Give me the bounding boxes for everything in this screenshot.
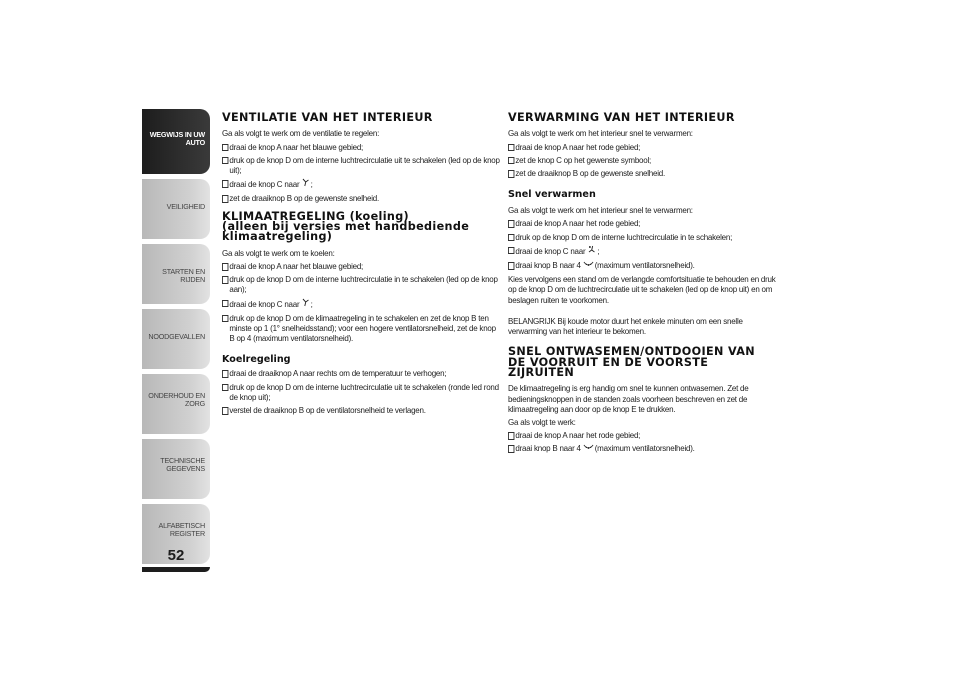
tab-noodgevallen[interactable]: [142, 309, 210, 369]
step-item: draai de knop A naar het blauwe gebied;: [222, 142, 503, 152]
fan-max-icon: [584, 261, 594, 271]
step-item: verstel de draaiknop B op de ventilatorsnelheid te verlagen.: [222, 405, 503, 415]
step-item: zet de draaiknop B op de gewenste snelheid.: [222, 193, 503, 203]
checkbox-bullet-icon: [508, 432, 514, 440]
step-item: druk op de knop D om de interne luchtrecirculatie in te schakelen (led op de knop aan);: [222, 274, 503, 294]
step-item: druk op de knop D om de interne luchtrecirculatie in te schakelen;: [508, 232, 789, 242]
tab-label: ALFABETISCH REGISTER: [158, 521, 205, 538]
step-item: zet de draaiknop B op de gewenste snelheid.: [508, 168, 789, 178]
step-item: draai de knop C naar ;: [222, 298, 503, 310]
step-item: druk op de knop D om de interne luchtrecirculatie uit te schakelen (led op de knop uit);: [222, 155, 503, 175]
checkbox-bullet-icon: [508, 220, 514, 228]
checkbox-bullet-icon: [508, 262, 514, 270]
left-column: [222, 111, 500, 416]
tab-technische-gegevens[interactable]: [142, 439, 210, 499]
step-item: draai de knop C naar ;: [508, 245, 789, 257]
step-item: draai de knop A naar het rode gebied;: [508, 430, 789, 440]
checkbox-bullet-icon: [222, 157, 228, 165]
checkbox-bullet-icon: [508, 170, 514, 178]
checkbox-bullet-icon: [222, 180, 228, 188]
subsection-title-snel-verwarmen: Snel verwarmen: [508, 189, 596, 201]
step-item: draai knop B naar 4 (maximum ventilatorsnelheid).: [508, 260, 789, 271]
tab-label: WEGWIJS IN UW AUTO: [149, 130, 205, 147]
paragraph: Ga als volgt te werk om de ventilatie te regelen:: [222, 128, 380, 139]
sidebar-foot: [142, 567, 210, 572]
paragraph: Ga als volgt te werk om het interieur snel te verwarmen:: [508, 205, 693, 216]
tab-starten-en-rijden[interactable]: [142, 244, 210, 304]
step-item: draai knop B naar 4 (maximum ventilatorsnelheid).: [508, 443, 789, 454]
subsection-title-koelregeling: Koelregeling: [222, 354, 291, 366]
chapter-sidebar: [142, 109, 210, 572]
checkbox-bullet-icon: [222, 276, 228, 284]
section-title-ventilatie: VENTILATIE VAN HET INTERIEUR: [222, 111, 433, 124]
checkbox-bullet-icon: [222, 370, 228, 378]
step-item: draai de knop A naar het blauwe gebied;: [222, 261, 503, 271]
step-item: druk op de knop D om de interne luchtrecirculatie uit te schakelen (ronde led rond de knop uit);: [222, 382, 503, 402]
paragraph: Ga als volgt te werk om te koelen:: [222, 247, 335, 258]
vent-feet-icon: [588, 245, 596, 257]
checkbox-bullet-icon: [222, 384, 228, 392]
step-item: druk op de knop D om de klimaatregeling in te schakelen en zet de knop B ten minste op 1 (1° snelheidsstand); voor een hogere ventilatorsnelheid, zet de knop B op 4 (maximum ventilatorsnelheid).: [222, 313, 503, 344]
checkbox-bullet-icon: [222, 300, 228, 308]
step-item: draai de draaiknop A naar rechts om de temperatuur te verhogen;: [222, 368, 503, 378]
paragraph: Ga als volgt te werk om het interieur snel te verwarmen:: [508, 128, 693, 139]
tab-label: ONDERHOUD EN ZORG: [148, 391, 205, 408]
tab-label: VEILIGHEID: [166, 202, 205, 211]
paragraph: De klimaatregeling is erg handig om snel te kunnen ontwasemen. Zet de bedieningsknoppen in de standen zoals voorheen beschreven en zet de klimaatregeling aan door op de knop E te drukken.: [508, 383, 749, 414]
checkbox-bullet-icon: [508, 234, 514, 242]
section-title-ontwasemen: SNEL ONTWASEMEN/ONTDOOIEN VAN DE VOORRUIT EN DE VOORSTE ZIJRUITEN: [508, 345, 755, 380]
checkbox-bullet-icon: [222, 315, 228, 323]
step-item: draai de knop C naar ;: [222, 178, 503, 190]
vent-face-icon: [302, 298, 309, 310]
step-item: draai de knop A naar het rode gebied;: [508, 142, 789, 152]
checkbox-bullet-icon: [222, 195, 228, 203]
tab-onderhoud-en-zorg[interactable]: [142, 374, 210, 434]
tab-label: NOODGEVALLEN: [148, 332, 205, 341]
checkbox-bullet-icon: [508, 144, 514, 152]
paragraph: Ga als volgt te werk:: [508, 417, 576, 428]
checkbox-bullet-icon: [222, 144, 228, 152]
page-number: 52: [167, 547, 185, 564]
fan-max-icon: [584, 444, 594, 454]
tab-label: STARTEN EN RIJDEN: [162, 267, 205, 284]
checkbox-bullet-icon: [222, 407, 228, 415]
right-column: [508, 113, 783, 455]
checkbox-bullet-icon: [508, 445, 514, 453]
checkbox-bullet-icon: [508, 247, 514, 255]
checkbox-bullet-icon: [508, 157, 514, 165]
note-paragraph: BELANGRIJK Bij koude motor duurt het enkele minuten om een snelle verwarming van het interieur te bekomen.: [508, 315, 743, 337]
checkbox-bullet-icon: [222, 263, 228, 271]
tab-wegwijs-in-uw-auto[interactable]: [142, 109, 210, 174]
step-item: zet de knop C op het gewenste symbool;: [508, 155, 789, 165]
vent-face-icon: [302, 178, 309, 190]
section-title-klimaat: KLIMAATREGELING (koeling) (alleen bij versies met handbediende klimaatregeling): [222, 209, 470, 244]
tab-veiligheid[interactable]: [142, 179, 210, 239]
tab-label: TECHNISCHE GEGEVENS: [160, 456, 205, 473]
step-item: draai de knop A naar het rode gebied;: [508, 218, 789, 228]
paragraph: Kies vervolgens een stand om de verlangde comfortsituatie te behouden en druk op de knop D om de luchtrecirculatie uit te schakelen (led op de knop uit) en om beslagen ruiten te voorkomen.: [508, 274, 776, 305]
section-title-verwarming: VERWARMING VAN HET INTERIEUR: [508, 111, 735, 124]
